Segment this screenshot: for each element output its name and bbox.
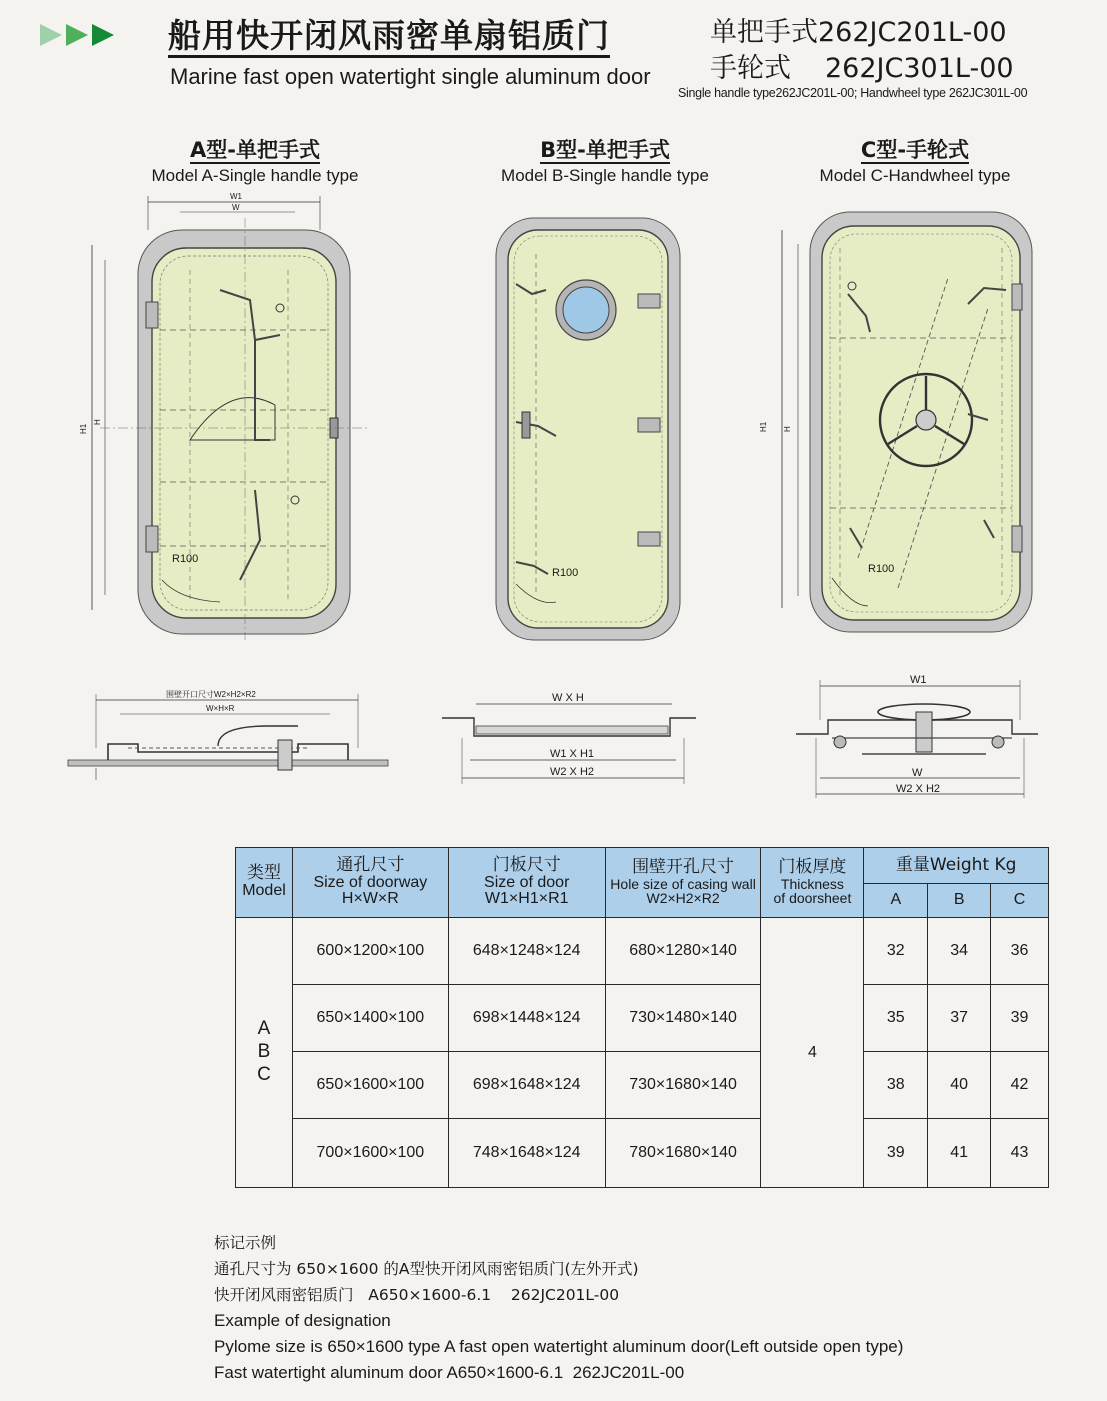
cell-weight-b: 34	[928, 918, 991, 985]
type-handwheel-code: 262JC301L-00	[825, 53, 1014, 84]
types-en: Single handle type262JC201L-00; Handwheel type 262JC301L-00	[678, 86, 1028, 100]
designation-line1-cn: 通孔尺寸为 650×1600 的A型快开闭风雨密铝质门(左外开式)	[214, 1260, 639, 1278]
model-a-heading	[120, 138, 390, 186]
header-doorway	[292, 848, 448, 918]
cell-doorway: 650×1400×100	[292, 985, 448, 1052]
designation-line2-cn: 快开闭风雨密铝质门 A650×1600-6.1 262JC201L-00	[214, 1286, 620, 1304]
section-a-casing-label: 围壁开口尺寸W2×H2×R2	[166, 690, 256, 699]
cell-door: 648×1248×124	[448, 918, 605, 985]
table-row	[236, 1052, 1049, 1119]
page-title-en: Marine fast open watertight single aluminum door	[170, 64, 651, 89]
dim-w-label: W	[232, 203, 240, 212]
arrow-icon	[92, 24, 114, 46]
header-model	[236, 848, 293, 918]
r100-label: R100	[172, 553, 199, 565]
cell-weight-b: 37	[928, 985, 991, 1052]
model-letter: B	[257, 1041, 271, 1063]
header-thickness	[761, 848, 864, 918]
cell-door: 748×1648×124	[448, 1119, 605, 1188]
r100-label-c: R100	[868, 563, 895, 575]
porthole-icon	[563, 287, 609, 333]
section-b-wxh-label: W X H	[552, 692, 584, 704]
header-weight-a: A	[864, 884, 928, 918]
section-c-drawing	[792, 672, 1042, 802]
cell-weight-b: 41	[928, 1119, 991, 1188]
header-door-cn: 门板尺寸	[492, 854, 561, 875]
model-b-heading	[470, 138, 740, 186]
cell-weight-c: 36	[991, 918, 1049, 985]
header-weight-b: B	[928, 884, 991, 918]
cell-casing: 680×1280×140	[605, 918, 761, 985]
header-casing-en: Hole size of casing wall	[610, 875, 756, 892]
designation-heading-en: Example of designation	[214, 1311, 391, 1330]
header-doorway-cn: 通孔尺寸	[336, 854, 405, 875]
header-door	[448, 848, 605, 918]
dim-h-label: H	[93, 419, 102, 425]
header-thickness-en2: of doorsheet	[773, 890, 852, 907]
table-row	[236, 1119, 1049, 1188]
dim-h-label-c: H	[783, 426, 792, 432]
header-thickness-en1: Thickness	[780, 875, 844, 892]
model-a-title-en: Model A-Single handle type	[151, 166, 359, 186]
cell-casing: 730×1480×140	[605, 985, 761, 1052]
cell-casing: 780×1680×140	[605, 1119, 761, 1188]
cell-casing: 730×1680×140	[605, 1052, 761, 1119]
door-b-drawing	[488, 214, 688, 644]
model-letters-cell	[236, 918, 293, 1188]
cell-weight-a: 38	[864, 1052, 928, 1119]
type-handwheel-label: 手轮式	[710, 53, 791, 84]
header-model-en: Model	[242, 882, 286, 900]
section-b-w2h2-label: W2 X H2	[550, 766, 595, 778]
model-b-title-en: Model B-Single handle type	[501, 166, 709, 186]
header-weight: 重量Weight Kg	[864, 848, 1049, 884]
cell-thickness: 4	[761, 918, 864, 1188]
section-a-whr-label: W×H×R	[206, 704, 235, 713]
table-row	[236, 985, 1049, 1052]
arrow-icons	[40, 24, 114, 46]
section-c-w1-label: W1	[910, 674, 927, 686]
model-c-title-cn: C型-手轮式	[861, 138, 969, 164]
cell-doorway: 600×1200×100	[292, 918, 448, 985]
designation-heading-cn: 标记示例	[214, 1234, 277, 1252]
header-casing-dim: W2×H2×R2	[646, 890, 720, 907]
designation-line1-en: Pylome size is 650×1600 type A fast open watertight aluminum door(Left outside open type)	[214, 1337, 904, 1356]
spec-table	[235, 847, 1049, 1188]
section-c-w2h2-label: W2 X H2	[896, 783, 941, 795]
cell-weight-a: 39	[864, 1119, 928, 1188]
section-b-drawing	[440, 690, 700, 790]
designation-line2-en: Fast watertight aluminum door A650×1600-6.1 262JC201L-00	[214, 1363, 685, 1382]
header-model-cn: 类型	[246, 863, 281, 884]
model-letter: C	[257, 1063, 271, 1085]
dim-w1-label: W1	[230, 192, 242, 201]
type-single-handle: 单把手式262JC201L-00	[710, 17, 1007, 48]
type-handwheel	[710, 46, 1014, 85]
section-a-drawing	[68, 686, 388, 796]
page-title-cn: 船用快开闭风雨密单扇铝质门	[168, 18, 610, 58]
model-letter: A	[257, 1018, 271, 1040]
header-doorway-dim: H×W×R	[341, 890, 399, 908]
model-c-heading	[780, 138, 1050, 186]
table-row	[236, 918, 1049, 985]
cell-weight-a: 35	[864, 985, 928, 1052]
cell-weight-a: 32	[864, 918, 928, 985]
model-c-title-en: Model C-Handwheel type	[819, 166, 1011, 186]
arrow-icon	[66, 24, 88, 46]
header-door-dim: W1×H1×R1	[484, 890, 569, 908]
designation-example	[214, 1230, 903, 1386]
dim-h1-label: H1	[79, 423, 88, 434]
cell-door: 698×1448×124	[448, 985, 605, 1052]
cell-doorway: 650×1600×100	[292, 1052, 448, 1119]
header-door-en: Size of door	[484, 873, 570, 891]
r100-label-b: R100	[552, 567, 579, 579]
model-a-title-cn: A型-单把手式	[190, 138, 320, 164]
dim-h1-label-c: H1	[759, 421, 768, 432]
header-weight-c: C	[991, 884, 1049, 918]
header-thickness-cn: 门板厚度	[778, 856, 847, 877]
model-b-title-cn: B型-单把手式	[540, 138, 670, 164]
header-casing-cn: 围壁开孔尺寸	[632, 856, 735, 877]
door-a-drawing	[80, 190, 370, 650]
cell-doorway: 700×1600×100	[292, 1119, 448, 1188]
cell-weight-c: 42	[991, 1052, 1049, 1119]
cell-weight-b: 40	[928, 1052, 991, 1119]
arrow-icon	[40, 24, 62, 46]
door-c-drawing	[758, 208, 1048, 648]
section-c-w-label: W	[912, 767, 923, 779]
header-casing	[605, 848, 761, 918]
page-header	[0, 0, 1107, 110]
section-b-w1h1-label: W1 X H1	[550, 748, 595, 760]
cell-weight-c: 43	[991, 1119, 1049, 1188]
cell-door: 698×1648×124	[448, 1052, 605, 1119]
cell-weight-c: 39	[991, 985, 1049, 1052]
header-doorway-en: Size of doorway	[313, 873, 428, 891]
